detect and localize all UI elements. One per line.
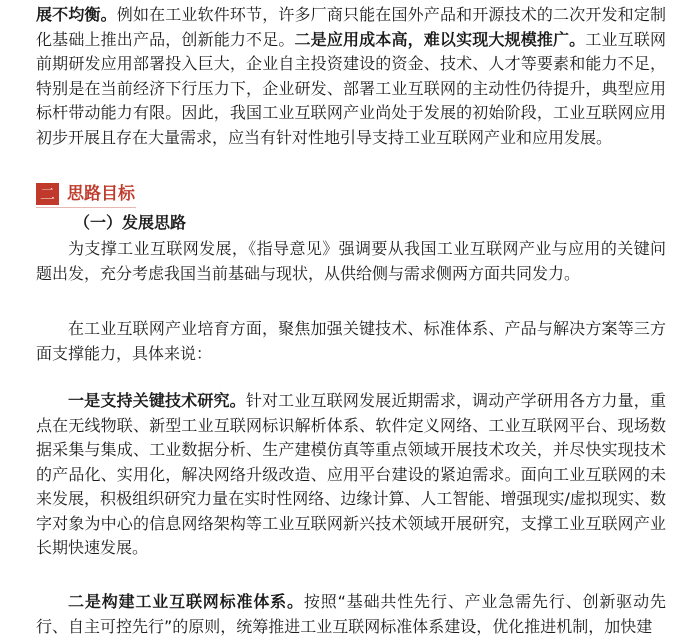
paragraph-key-technology xyxy=(36,389,666,561)
bold-text: 二是应用成本高，难以实现大规模推广。 xyxy=(294,29,586,49)
section-title: 思路目标 xyxy=(67,184,136,204)
body-text: 工业互联网前期研发应用部署投入巨大，企业自主投资建设的资金、技术、人才等要素和能力不足，特别是在当前经济下行压力下，企业研发、部署工业互联网的主动性仍待提升，典型应用标杆带动能力有限。因此，我国工业互联网产业尚处于发展的初始阶段，工业互联网应用初步开展且存在大量需求，应当有针对性地引导支持工业互联网产业和应用发展。 xyxy=(36,29,666,147)
paragraph-challenges xyxy=(36,3,666,150)
subsection-heading: （一）发展思路 xyxy=(74,213,187,232)
bold-text: 二是构建工业互联网标准体系。 xyxy=(68,592,304,611)
body-text: 例如在工业软件环节，许多厂商只能在国外产品和开源技术的二次开发和定制化基础上推出产品，创新能力不足。 xyxy=(36,5,666,49)
section-underline xyxy=(36,207,136,208)
body-text: 针对工业互联网发展近期需求，调动产学研用各方力量，重点在无线物联、新型工业互联网标识解析体系、软件定义网络、工业互联网平台、现场数据采集与集成、工业数据分析、生产建模仿真等重点领域开展技术攻关，并尽快实现技术的产品化、实用化，解决网络升级改造、应用平台建设的紧迫需求。面向工业互联网的未来发展，积极组织研究力量在实时性网络、边缘计算、人工智能、增强现实/虚拟现实、数字对象为中心的信息网络架构等工业互联网新兴技术领域开展研究，支撑工业互联网产业长期快速发展。 xyxy=(36,391,666,557)
section-number-badge: 二 xyxy=(36,183,59,205)
paragraph-overview: 为支撑工业互联网发展，《指导意见》强调要从我国工业互联网产业与应用的关键问题出发，充分考虑我国当前基础与现状，从供给侧与需求侧两方面共同发力。 xyxy=(36,239,666,283)
paragraph-standards xyxy=(36,590,666,639)
bold-text: 一是支持关键技术研究。 xyxy=(68,391,246,410)
section-heading xyxy=(36,182,135,206)
paragraph-industry-cultivation: 在工业互联网产业培育方面，聚焦加强关键技术、标准体系、产品与解决方案等三方面支撑能力，具体来说： xyxy=(36,319,666,363)
bold-text: 展不均衡。 xyxy=(36,5,117,24)
body-text: 按照“基础共性先行、产业急需先行、创新驱动先行、自主可控先行”的原则，统筹推进工业互联网标准体系建设，优化推进机制，加快建 xyxy=(36,592,666,636)
